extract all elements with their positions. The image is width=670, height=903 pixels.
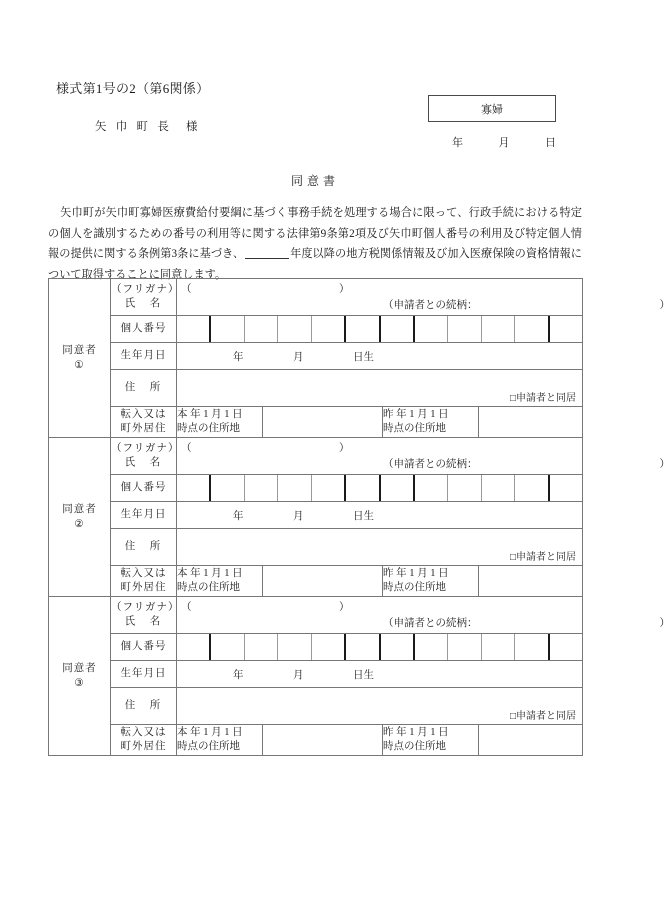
paren-open: （ [181, 602, 192, 613]
my-number-cell-2[interactable] [177, 475, 583, 502]
paragraph-suffix: 年度以降の地方税関係情報及び加入医療保険の資格情報について取得することに同意します。 [48, 248, 582, 281]
label-move-line2: 町外居住 [120, 582, 167, 593]
paragraph-prefix: 矢巾町が矢巾町寡婦医療費給付要綱に基づく事務手続を処理する場合に限って、行政手続における特定の個人を識別するための番号の利用等に関する法律第9条第2項及び矢巾町個人番号の利用及び特定個人情報の提供に関する条例第3条に基づき、 [48, 207, 582, 260]
label-move-line1: 転入又は [120, 568, 167, 579]
last-year-address-label-3 [383, 725, 479, 756]
relation-close: ） [659, 459, 670, 470]
page-title: 同意書 [290, 174, 339, 188]
my-number-box[interactable] [312, 316, 346, 342]
label-move-3 [111, 725, 177, 756]
form-number: 様式第1号の2（第6関係） [56, 81, 210, 96]
last-year-line1: 昨 年 1 月 1 日 [383, 409, 449, 420]
last-year-address-label-2 [383, 566, 479, 597]
my-number-box[interactable] [245, 316, 278, 342]
label-move-line2: 町外居住 [120, 741, 167, 752]
my-number-box[interactable] [346, 634, 380, 660]
label-move-1 [111, 407, 177, 438]
person-label-line2: ③ [74, 678, 85, 689]
table-row [49, 475, 583, 502]
my-number-box[interactable] [381, 634, 415, 660]
birth-date-cell-3[interactable] [177, 661, 583, 688]
this-year-address-label-3 [177, 725, 263, 756]
birth-month-label: 月 [293, 511, 304, 522]
birth-date-cell-2[interactable] [177, 502, 583, 529]
my-number-box[interactable] [515, 475, 549, 501]
label-my-number-1 [111, 316, 177, 343]
paren-close: ） [339, 443, 350, 454]
my-number-box[interactable] [278, 634, 311, 660]
fiscal-year-blank[interactable] [245, 247, 289, 259]
addressee-suffix: 様 [186, 121, 198, 133]
person-label-2 [49, 438, 111, 597]
label-move-2 [111, 566, 177, 597]
label-my-number-2 [111, 475, 177, 502]
address-cell-1[interactable] [177, 370, 583, 407]
birth-year-label: 年 [233, 670, 244, 681]
table-body [49, 279, 670, 756]
name-input-cell-2[interactable] [177, 438, 670, 475]
my-number-box[interactable] [482, 475, 515, 501]
label-furigana-name-1 [111, 279, 180, 316]
address-cell-3[interactable] [177, 688, 583, 725]
label-name: 氏 名 [124, 298, 163, 309]
table-row [49, 370, 583, 407]
my-number-box[interactable] [381, 475, 415, 501]
label-birth-date-2 [111, 502, 177, 529]
label-address-text: 住 所 [124, 382, 163, 393]
last-year-address-input-3[interactable] [479, 725, 583, 756]
label-address-3 [111, 688, 177, 725]
paren-close: ） [339, 284, 350, 295]
my-number-cell-3[interactable] [177, 634, 583, 661]
my-number-box[interactable] [177, 316, 211, 342]
person-label-line1: 同意者 [62, 663, 97, 674]
label-address-1 [111, 370, 177, 407]
table-row [49, 634, 583, 661]
table-row [49, 661, 583, 688]
consent-paragraph [48, 203, 582, 285]
my-number-box[interactable] [346, 475, 380, 501]
this-year-line2: 時点の住所地 [177, 423, 240, 434]
label-furigana: （フリガナ） [111, 602, 180, 613]
my-number-grid-1 [177, 316, 582, 342]
date-line [428, 134, 564, 150]
my-number-box[interactable] [448, 634, 481, 660]
my-number-box[interactable] [245, 475, 278, 501]
table-row [49, 316, 583, 343]
relation-close: ） [659, 300, 670, 311]
relation-label-3 [383, 615, 670, 630]
label-address-2 [111, 529, 177, 566]
table-row [49, 343, 583, 370]
person-label-3 [49, 597, 111, 756]
label-my-number-text: 個人番号 [120, 482, 167, 493]
birth-year-label: 年 [233, 511, 244, 522]
addressee-name: 矢 巾 町 長 [95, 121, 173, 133]
this-year-line1: 本 年 1 月 1 日 [177, 409, 243, 420]
paren-open: （ [181, 284, 192, 295]
person-label-1 [49, 279, 111, 438]
my-number-box[interactable] [550, 634, 582, 660]
cohabit-checkbox-1[interactable]: □申請者と同居 [509, 393, 576, 404]
my-number-box[interactable] [211, 316, 244, 342]
label-birth-date-text: 生年月日 [120, 668, 167, 679]
this-year-address-label-2 [177, 566, 263, 597]
person-label-line1: 同意者 [62, 504, 97, 515]
birth-date-cell-1[interactable] [177, 343, 583, 370]
last-year-line1: 昨 年 1 月 1 日 [383, 727, 449, 738]
person-label-line2: ② [74, 519, 85, 530]
label-furigana-name-2 [111, 438, 180, 475]
date-year-label: 年 [452, 137, 463, 149]
relation-close: ） [659, 618, 670, 629]
my-number-box[interactable] [177, 475, 211, 501]
label-birth-date-text: 生年月日 [120, 509, 167, 520]
relation-text: （申請者との続柄： [383, 618, 478, 629]
birth-year-label: 年 [233, 352, 244, 363]
category-box [428, 95, 556, 122]
birth-day-label: 日生 [353, 511, 374, 522]
person-label-line2: ① [74, 360, 85, 371]
table-row [49, 597, 583, 634]
birth-month-label: 月 [293, 670, 304, 681]
my-number-box[interactable] [515, 634, 549, 660]
last-year-address-input-1[interactable] [479, 407, 583, 438]
this-year-line1: 本 年 1 月 1 日 [177, 727, 243, 738]
my-number-box[interactable] [278, 316, 311, 342]
table-row [49, 407, 583, 438]
my-number-box[interactable] [381, 316, 415, 342]
my-number-box[interactable] [448, 316, 481, 342]
address-cell-2[interactable] [177, 529, 583, 566]
cohabit-checkbox-3[interactable]: □申請者と同居 [509, 711, 576, 722]
last-year-address-input-2[interactable] [479, 566, 583, 597]
addressee-line [95, 118, 198, 134]
paren-close: ） [339, 602, 350, 613]
table-row [49, 688, 583, 725]
label-furigana: （フリガナ） [111, 443, 180, 454]
label-my-number-text: 個人番号 [120, 323, 167, 334]
my-number-box[interactable] [211, 634, 244, 660]
label-name: 氏 名 [124, 457, 163, 468]
my-number-box[interactable] [312, 634, 346, 660]
my-number-box[interactable] [312, 475, 346, 501]
this-year-address-input-1[interactable] [263, 407, 383, 438]
cohabit-checkbox-2[interactable]: □申請者と同居 [509, 552, 576, 563]
label-furigana: （フリガナ） [111, 284, 180, 295]
table-row [49, 725, 583, 756]
label-birth-date-1 [111, 343, 177, 370]
person-label-line1: 同意者 [62, 345, 97, 356]
birth-day-label: 日生 [353, 352, 374, 363]
table-row [49, 438, 583, 475]
birth-month-label: 月 [293, 352, 304, 363]
last-year-address-label-1 [383, 407, 479, 438]
table-row [49, 279, 583, 316]
my-number-box[interactable] [278, 475, 311, 501]
my-number-box[interactable] [515, 316, 549, 342]
my-number-box[interactable] [550, 475, 582, 501]
paren-open: （ [181, 443, 192, 454]
this-year-address-label-1 [177, 407, 263, 438]
date-day-label: 日 [545, 137, 556, 149]
relation-label-2 [383, 456, 670, 471]
my-number-cell-1[interactable] [177, 316, 583, 343]
last-year-line2: 時点の住所地 [383, 741, 446, 752]
my-number-box[interactable] [177, 634, 211, 660]
relation-label-1 [383, 297, 670, 312]
label-furigana-name-3 [111, 597, 180, 634]
this-year-line1: 本 年 1 月 1 日 [177, 568, 243, 579]
last-year-line2: 時点の住所地 [383, 423, 446, 434]
my-number-grid-3 [177, 634, 582, 660]
label-name: 氏 名 [124, 616, 163, 627]
my-number-box[interactable] [415, 634, 448, 660]
last-year-line2: 時点の住所地 [383, 582, 446, 593]
label-address-text: 住 所 [124, 541, 163, 552]
my-number-box[interactable] [415, 316, 448, 342]
this-year-line2: 時点の住所地 [177, 582, 240, 593]
label-my-number-text: 個人番号 [120, 641, 167, 652]
this-year-line2: 時点の住所地 [177, 741, 240, 752]
my-number-box[interactable] [211, 475, 244, 501]
date-month-label: 月 [498, 137, 510, 149]
name-input-cell-3[interactable] [177, 597, 670, 634]
my-number-box[interactable] [245, 634, 278, 660]
my-number-box[interactable] [482, 316, 515, 342]
my-number-box[interactable] [346, 316, 380, 342]
last-year-line1: 昨 年 1 月 1 日 [383, 568, 449, 579]
birth-day-label: 日生 [353, 670, 374, 681]
label-move-line1: 転入又は [120, 409, 167, 420]
my-number-box[interactable] [448, 475, 481, 501]
consent-persons-table [48, 278, 670, 756]
this-year-address-input-2[interactable] [263, 566, 383, 597]
label-address-text: 住 所 [124, 700, 163, 711]
table-row [49, 529, 583, 566]
my-number-box[interactable] [415, 475, 448, 501]
table-row [49, 502, 583, 529]
label-move-line1: 転入又は [120, 727, 167, 738]
my-number-grid-2 [177, 475, 582, 501]
table-row [49, 566, 583, 597]
label-my-number-3 [111, 634, 177, 661]
category-label: 寡婦 [481, 103, 503, 116]
label-birth-date-3 [111, 661, 177, 688]
relation-text: （申請者との続柄： [383, 459, 478, 470]
name-input-cell-1[interactable] [177, 279, 670, 316]
label-move-line2: 町外居住 [120, 423, 167, 434]
this-year-address-input-3[interactable] [263, 725, 383, 756]
relation-text: （申請者との続柄： [383, 300, 478, 311]
label-birth-date-text: 生年月日 [120, 350, 167, 361]
my-number-box[interactable] [482, 634, 515, 660]
my-number-box[interactable] [550, 316, 582, 342]
